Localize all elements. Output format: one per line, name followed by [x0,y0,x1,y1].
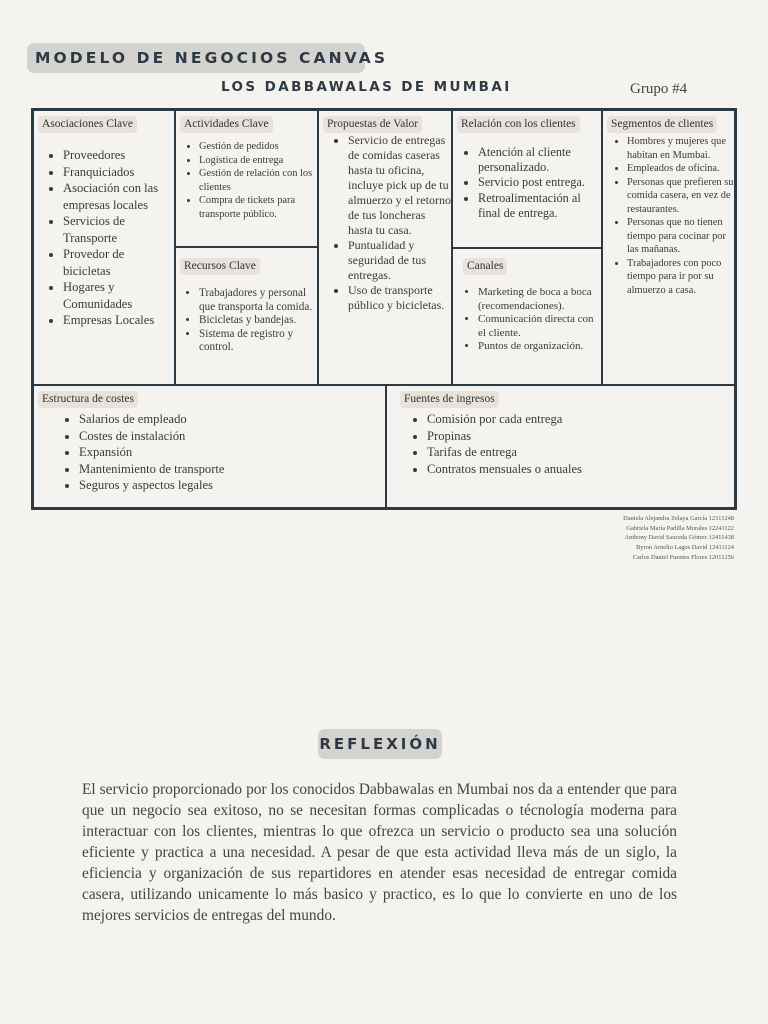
list-item: • Tarifas de entrega [427,444,734,461]
costes-list [34,411,385,494]
list-item: • Propinas [427,428,734,445]
list-item: • Hombres y mujeres que habitan en Mumbai. [627,135,734,162]
list-item: • Franquiciados [63,164,174,181]
list-item: • Hogares y Comunidades [63,279,174,312]
list-item: • Proveedores [63,147,174,164]
document-title: MODELO DE NEGOCIOS CANVAS [27,43,365,73]
business-model-canvas [31,108,737,510]
reflexion-title: REFLEXIÓN [318,729,442,759]
list-item: • Comisión por cada entrega [427,411,734,428]
fuentes-ingresos-block [387,384,734,507]
list-item: • Costes de instalación [79,428,385,445]
list-item: • Comunicación directa con el cliente. [478,313,601,340]
group-label: Grupo #4 [630,81,688,97]
list-item: • Servicio de entregas de comidas caseras hasta tu oficina, incluye pick up de tu almuerzo y el retorno de tus loncheras hasta tu casa. [348,133,451,238]
author-line: Gabriela María Padilla Morales 12241122 [626,524,734,532]
list-item: • Salarios de empleado [79,411,385,428]
block-title: Estructura de costes [38,391,138,408]
list-item: • Uso de transporte público y bicicletas. [348,283,451,313]
block-title: Segmentos de clientes [607,116,717,133]
asociaciones-clave-block [34,111,176,384]
relacion-clientes-block [453,111,603,249]
list-item: • Sistema de registro y control. [199,328,317,355]
block-title: Actividades Clave [180,116,273,133]
author-line: Byron Arnelio Lagos David 12411124 [636,544,734,552]
list-item: • Puntos de organización. [478,340,601,354]
list-item: • Atención al cliente personalizado. [478,145,601,175]
list-item: • Retroalimentación al final de entrega. [478,191,601,221]
reflexion-paragraph: El servicio proporcionado por los conocidos Dabbawalas en Mumbai nos da a entender que para que un negocio sea exitoso, no se necesitan formas complicadas o técnología moderna para interactuar con los clientes, mientras lo que ofrezca un servicio o producto sea una solución eficiente y practica a una necesidad. A pesar de que esta actividad lleva más de un siglo, la eficiencia y organización de sus repartidores en atender esas necesidad de entregar comida casera, utilizando unicamente lo más basico y practico, es lo que lo convierte en uno de los mejores servicios de entregas del mundo. [82,781,677,924]
block-title: Relación con los clientes [457,116,580,133]
list-item: • Mantenimiento de transporte [79,461,385,478]
list-item: • Puntualidad y seguridad de tus entregas. [348,238,451,283]
actividades-list [176,140,317,221]
block-title: Canales [463,258,507,275]
list-item: • Expansión [79,444,385,461]
list-item: • Contratos mensuales o anuales [427,461,734,478]
list-item: • Provedor de bicicletas [63,246,174,279]
segmentos-list [603,135,734,297]
document-subtitle: LOS DABBAWALAS DE MUMBAI [221,79,512,95]
block-title: Fuentes de ingresos [400,391,499,408]
relacion-list [453,145,601,221]
list-item: • Servicio post entrega. [478,175,601,190]
list-item: • Personas que prefieren su comida casera, en vez de restaurantes. [627,176,734,217]
list-item: • Seguros y aspectos legales [79,477,385,494]
asociaciones-list [34,147,174,329]
recursos-list [176,287,317,355]
block-title: Propuestas de Valor [323,116,422,133]
block-title: Recursos Clave [180,258,260,275]
propuestas-list [319,133,451,313]
list-item: • Marketing de boca a boca (recomendaciones). [478,286,601,313]
canales-block [453,249,603,384]
list-item: • Trabajadores con poco tiempo para ir por su almuerzo a casa. [627,257,734,298]
list-item: • Empresas Locales [63,312,174,329]
list-item: • Servicios de Transporte [63,213,174,246]
list-item: • Compra de tickets para transporte público. [199,194,317,221]
list-item: • Empleados de oficina. [627,162,734,176]
list-item: • Trabajadores y personal que transporta la comida. [199,287,317,314]
list-item: • Bicicletas y bandejas. [199,314,317,328]
list-item: • Gestión de pedidos [199,140,317,154]
estructura-costes-block [34,384,387,507]
author-list [623,514,734,563]
actividades-clave-block [176,111,319,248]
list-item: • Asociación con las empresas locales [63,180,174,213]
propuestas-de-valor-block [319,111,453,384]
list-item: • Logística de entrega [199,154,317,168]
ingresos-list [387,411,734,477]
block-title: Asociaciones Clave [38,116,137,133]
segmentos-clientes-block [603,111,734,384]
author-line: Anthony David Sauceda Gómez 12411438 [624,534,734,542]
recursos-clave-block [176,248,319,384]
list-item: • Personas que no tienen tiempo para cocinar por las mañanas. [627,216,734,257]
list-item: • Gestión de relación con los clientes [199,167,317,194]
author-line: Carlos Daniel Fuentes Flores 12011256 [632,553,734,561]
author-line: Daniela Alejandra Zelaya García 12311248 [623,515,734,522]
canales-list [453,286,601,354]
